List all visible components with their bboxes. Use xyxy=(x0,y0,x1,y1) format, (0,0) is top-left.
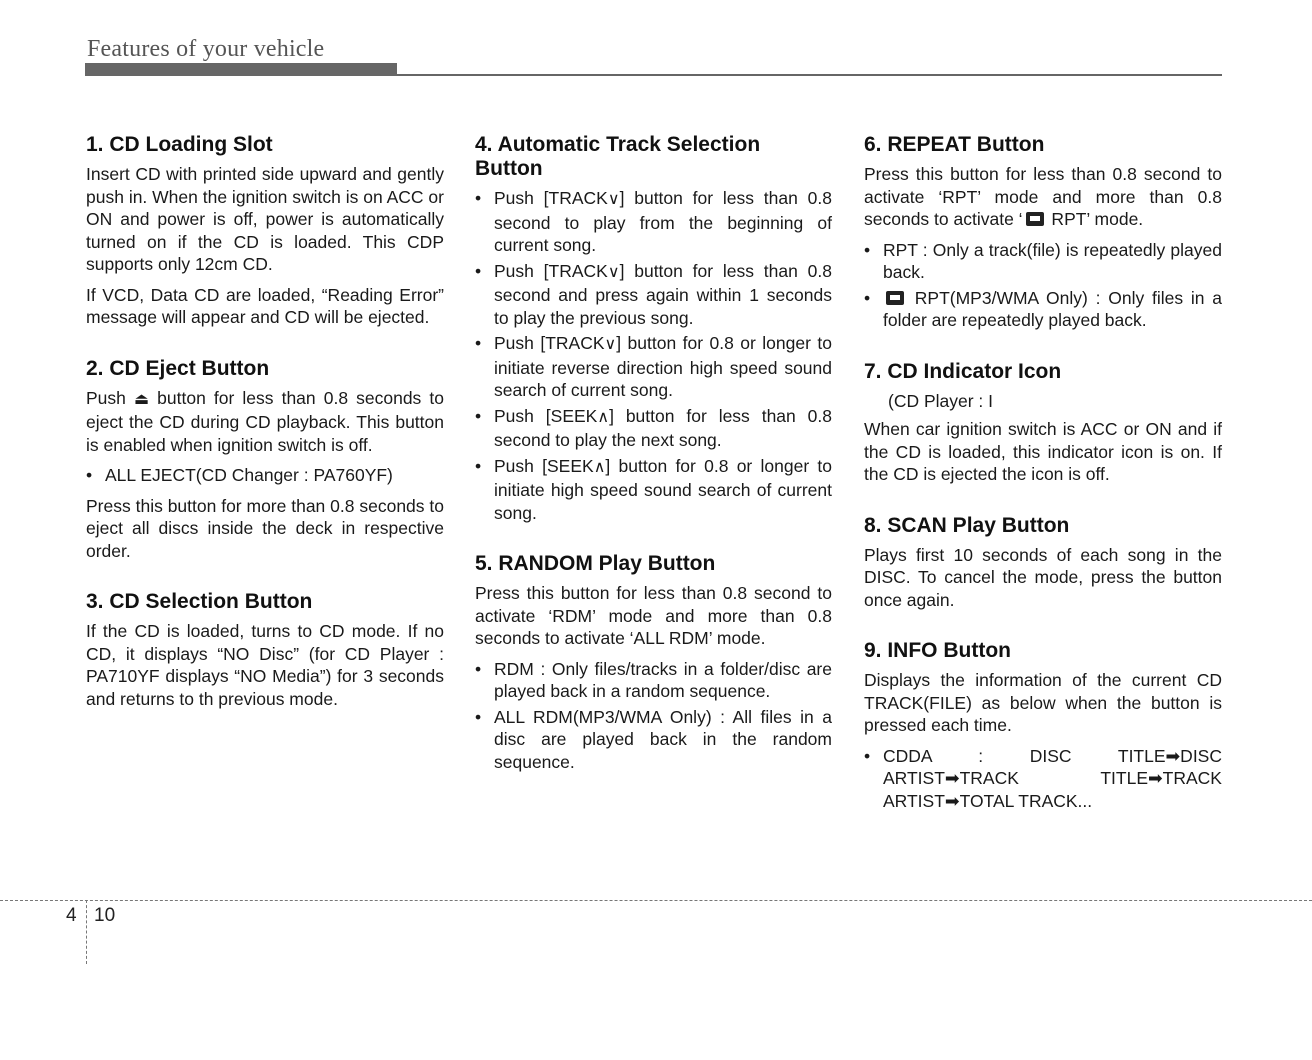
list-item xyxy=(475,455,832,525)
folder-icon xyxy=(1026,212,1044,226)
column-3 xyxy=(864,133,1222,840)
text-run: button for less than 0.8 seconds to eject the CD during CD playback. This button is enabled when ignition switch is off. xyxy=(86,387,444,455)
text-run: RPT(MP3/WMA Only) : Only files in a folder are repeatedly played back. xyxy=(883,287,1222,330)
list-item xyxy=(475,260,832,330)
text-run: ] button for less than 0.8 second to play from the beginning of current song. xyxy=(494,188,832,255)
section-repeat-button xyxy=(864,133,1222,332)
text-run: Press this button for less than 0.8 second to activate ‘RPT’ mode and more than 0.8 seconds to activate ‘ xyxy=(864,164,1222,229)
chevron-up-icon: ∧ xyxy=(593,458,606,476)
text-run: ] button for less than 0.8 second and press again within 1 seconds to play the previous song. xyxy=(494,260,832,328)
section-title: 6. REPEAT Button xyxy=(864,133,1045,156)
list-item: • RPT : Only a track(file) is repeatedly played back. xyxy=(864,239,1222,284)
paragraph: Insert CD with printed side upward and gently push in. When the ignition switch is on ACC or ON and power is off, power is automatically turned on if the CD is loaded. This CDP supports only 12cm CD. xyxy=(86,164,444,274)
paragraph: Press this button for less than 0.8 second to activate ‘RDM’ mode and more than 0.8 seconds to activate ‘ALL RDM’ mode. xyxy=(475,583,832,648)
list-item: • ALL RDM(MP3/WMA Only) : All files in a disc are played back in the random sequence. xyxy=(475,706,832,774)
chevron-down-icon: ∨ xyxy=(607,191,620,208)
text-run: ] button for 0.8 or longer to initiate high speed sound search of current song. xyxy=(494,455,832,523)
footer-vertical-divider xyxy=(86,900,87,964)
footer-divider xyxy=(0,900,1312,901)
section-cd-selection-button xyxy=(86,590,444,710)
list-item xyxy=(475,405,832,452)
text-run: Push xyxy=(86,387,126,408)
section-cd-indicator-icon xyxy=(864,360,1222,486)
bullet-list xyxy=(475,658,832,774)
text-run: Push [TRACK xyxy=(494,260,608,281)
paragraph xyxy=(864,163,1222,231)
paragraph: Plays first 10 seconds of each song in the DISC. To cancel the mode, press the button once again. xyxy=(864,544,1222,610)
chevron-down-icon: ∨ xyxy=(604,336,617,353)
paragraph: Displays the information of the current CD TRACK(FILE) as below when the button is pressed each time. xyxy=(864,670,1222,735)
section-title: 7. CD Indicator Icon xyxy=(864,359,1062,383)
chapter-number: 4 xyxy=(66,905,77,926)
list-item: • ALL EJECT(CD Changer : PA760YF) xyxy=(86,464,444,487)
text-run: Push [SEEK xyxy=(494,455,594,476)
folder-icon xyxy=(886,291,904,305)
paragraph xyxy=(86,387,444,457)
text-run: ] button for 0.8 or longer to initiate reverse direction high speed sound search of current song. xyxy=(494,333,832,400)
bullet-list xyxy=(475,187,832,524)
text-run: Push [TRACK xyxy=(494,188,608,208)
list-item: • RDM : Only files/tracks in a folder/disc are played back in a random sequence. xyxy=(475,658,832,703)
section-title: 3. CD Selection Button xyxy=(86,590,313,613)
paragraph: If the CD is loaded, turns to CD mode. If no CD, it displays “NO Disc” (for CD Player : PA710YF displays “NO Media”) for 3 seconds and returns to th previous mode. xyxy=(86,621,444,709)
list-item xyxy=(864,287,1222,332)
header-rule-thick xyxy=(85,63,397,76)
text-run: RPT’ mode. xyxy=(1046,209,1144,229)
text-run: ] button for less than 0.8 second to play the next song. xyxy=(494,405,832,450)
column-1 xyxy=(86,133,444,738)
page-number: 10 xyxy=(94,905,116,926)
bullet-list xyxy=(864,745,1222,813)
section-random-play-button xyxy=(475,552,832,773)
chevron-down-icon: ∨ xyxy=(607,263,620,281)
bullet-list xyxy=(864,239,1222,332)
section-title: 2. CD Eject Button xyxy=(86,356,270,380)
list-item: • CDDA : DISC TITLE➡DISC ARTIST➡TRACK TITLE➡TRACK ARTIST➡TOTAL TRACK... xyxy=(864,745,1222,813)
list-item xyxy=(475,187,832,257)
section-cd-eject-button xyxy=(86,357,444,563)
text-run: Push [TRACK xyxy=(494,333,605,353)
header-rule-thin xyxy=(397,74,1222,76)
subtitle: (CD Player : I xyxy=(888,390,994,411)
paragraph: When car ignition switch is ACC or ON and if the CD is loaded, this indicator icon is on. If the CD is ejected the icon is off. xyxy=(864,419,1222,484)
section-title: 5. RANDOM Play Button xyxy=(475,552,716,575)
section-title: 1. CD Loading Slot xyxy=(86,133,273,156)
chevron-up-icon: ∧ xyxy=(597,408,610,426)
section-automatic-track-selection xyxy=(475,133,832,524)
section-title: 9. INFO Button xyxy=(864,639,1011,662)
bullet-list xyxy=(86,464,444,487)
paragraph: Press this button for more than 0.8 seconds to eject all discs inside the deck in respective order. xyxy=(86,495,444,561)
text-run: Push [SEEK xyxy=(494,405,598,426)
section-cd-loading-slot xyxy=(86,133,444,329)
section-title: 4. Automatic Track Selection Button xyxy=(475,133,761,180)
list-item xyxy=(475,332,832,402)
eject-icon: ⏏ xyxy=(133,390,150,408)
section-title: 8. SCAN Play Button xyxy=(864,513,1070,537)
section-scan-play-button xyxy=(864,514,1222,612)
section-info-button xyxy=(864,639,1222,812)
page-header-title: Features of your vehicle xyxy=(87,36,325,62)
column-2 xyxy=(475,133,832,801)
paragraph: If VCD, Data CD are loaded, “Reading Error” message will appear and CD will be ejected. xyxy=(86,284,444,327)
